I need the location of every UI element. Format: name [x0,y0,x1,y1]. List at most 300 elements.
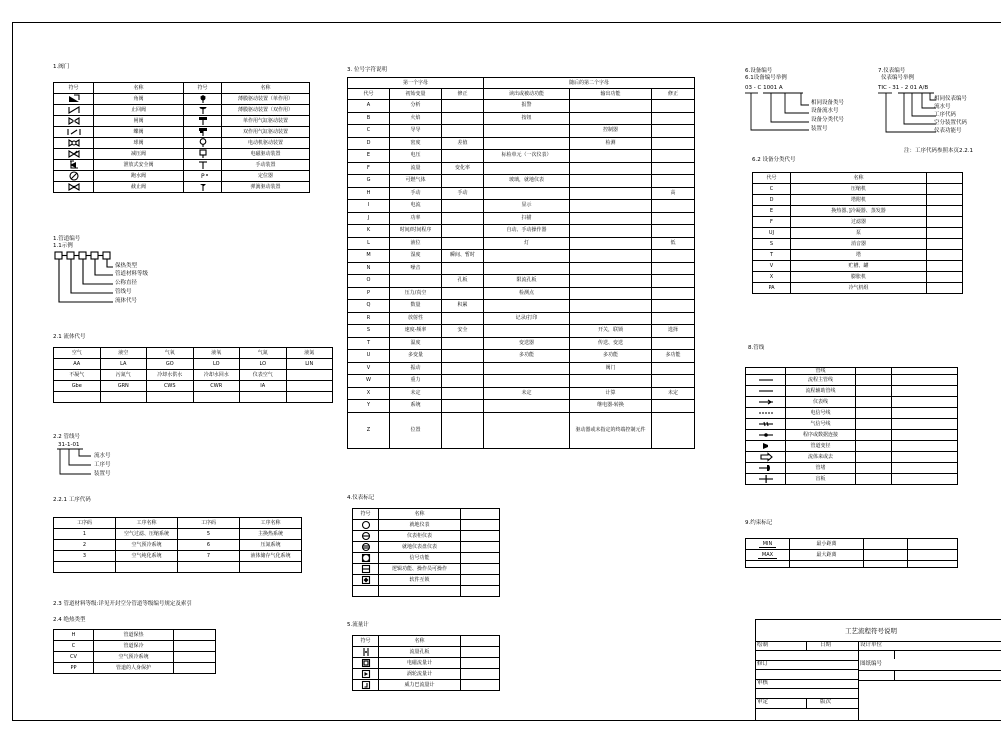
line-type-blank [856,463,892,474]
letter-cell: 开关，联锁 [570,325,652,338]
insulation-row [54,630,216,641]
letter-cell: R [348,312,390,325]
letter-cell [484,362,570,375]
letter-cell: 未定 [390,387,442,400]
process-row-cell [54,562,116,573]
flowmeter-row [353,669,500,680]
process-row-cell: 主换热系统 [240,529,302,540]
flowmeter-row [353,647,500,658]
letter-cell: 控制器 [570,125,652,138]
equipment-class-blank [927,206,963,217]
insulation-row-cell [174,652,216,663]
fluid-row-cell: CWS [147,381,194,392]
limit-row [746,539,958,550]
line-type-blank [856,441,892,452]
equipment-class-header: 代号 [753,173,791,184]
fluid-row-cell [286,370,333,381]
instr-label-same: 相同仪表编号 [934,96,968,102]
letter-cell [652,162,695,175]
letter-cell: 位置 [390,412,442,448]
title-block-title: 工艺流程符号说明 [845,627,897,635]
actuator-name: 电磁驱动装置 [222,149,310,160]
letter-cell: 低 [652,237,695,250]
actuator-name: 弹簧驱动装置 [222,182,310,193]
letter-header: 修正 [442,89,484,100]
pipe-label-insulation: 保热类型 [115,263,138,269]
line-type-name: 流程主管线 [786,375,856,386]
letter-cell: T [348,337,390,350]
letter-cell: 瞬间、暂时 [442,250,484,263]
equipment-class-blank [927,261,963,272]
instrument-row-blank [461,553,500,564]
letter-cell [484,162,570,175]
letter-cell [484,412,570,448]
fluid-row-cell: 气氧 [147,348,194,359]
letter-row [348,112,695,125]
letter-cell: 未定 [484,387,570,400]
line-type-name: 电信号线 [786,408,856,419]
instr-label-serial: 流水号 [934,104,951,110]
limit-blank [746,561,790,568]
flowmeter-row [353,680,500,691]
insulation-row-cell: 管道保热 [94,630,174,641]
letter-cell: 系统 [390,400,442,413]
letter-cell: 放射性 [390,312,442,325]
actuator-name: 定位器 [222,171,310,182]
letter-cell [442,362,484,375]
letter-cell: N [348,262,390,275]
letter-cell: 计算 [570,387,652,400]
equipment-class-code: F [753,217,791,228]
letter-cell: 流量 [390,162,442,175]
line-type-row [746,386,958,397]
letter-cell: H [348,187,390,200]
equipment-class-blank [927,283,963,294]
equipment-class-code: X [753,272,791,283]
fluid-row-cell [147,392,194,403]
letter-cell [570,162,652,175]
letter-cell: 多功能 [484,350,570,363]
line-type-blank [892,386,958,397]
process-row-cell: 工序名称 [116,518,178,529]
letter-cell [442,262,484,275]
equip-label-same: 相同设备类号 [811,100,845,106]
letter-cell: 积累 [442,300,484,313]
actuator-name: 手动装置 [222,160,310,171]
letter-cell [652,175,695,188]
line-type-row [746,408,958,419]
process-row-cell: 工序名称 [240,518,302,529]
insulation-row-cell [174,630,216,641]
line-number-title: 2.2 管线号 [53,434,80,440]
letter-cell [484,137,570,150]
letter-cell: 按钮 [484,112,570,125]
line-type-blank [856,430,892,441]
insulation-row [54,663,216,674]
process-row-cell: 压氮系统 [240,540,302,551]
letter-group-first: 第一个字母 [348,78,484,89]
equipment-class-row [753,195,963,206]
equipment-class-row [753,228,963,239]
process-row [54,551,302,562]
line-type-row [746,375,958,386]
pipe-label-diameter: 公称直径 [115,280,138,286]
letter-cell: 自动、手动操作器 [484,225,570,238]
process-row-cell: 6 [178,540,240,551]
process-row [54,540,302,551]
fluid-row-cell [286,392,333,403]
letter-cell [484,125,570,138]
letter-cell [652,225,695,238]
letter-cell: 振动 [390,362,442,375]
gate-valve-icon [66,116,82,126]
instrument-row [353,520,500,531]
letter-cell [484,325,570,338]
letter-row [348,275,695,288]
letter-cell: 玻璃，就地仪表 [484,175,570,188]
letter-cell: 差值 [442,137,484,150]
lines-title: 8.管线 [748,345,765,351]
line-type-row [746,452,958,463]
letter-header: 读出或被动功能 [484,89,570,100]
valve-row [54,182,310,193]
line-label-process: 工序号 [94,462,111,468]
process-codes-title: 2.2.1 工序代码 [53,497,91,503]
valve-row [54,138,310,149]
letter-cell [570,175,652,188]
fluid-row-cell [54,392,101,403]
letter-row [348,262,695,275]
equipment-class-name: 膨胀机 [791,272,927,283]
letter-cell: 手动 [442,187,484,200]
letter-row [348,337,695,350]
letter-cell [570,100,652,113]
letter-header: 代号 [348,89,390,100]
letter-cell: U [348,350,390,363]
letter-cell [570,287,652,300]
letter-cell [652,150,695,163]
letter-cell: 液位 [390,237,442,250]
letter-row [348,362,695,375]
vortex-flowmeter-icon [358,680,374,690]
pipe-cap-icon [758,463,774,473]
letter-cell: F [348,162,390,175]
letter-cell: S [348,325,390,338]
letter-cell: A [348,100,390,113]
line-type-blank [856,419,892,430]
line-type-name: 仪表线 [786,397,856,408]
actuator-name: 电动机驱动装置 [222,138,310,149]
equipment-class-name: 冷气机组 [791,283,927,294]
pipe-label-fluid: 流体代号 [115,298,138,304]
letter-cell: V [348,362,390,375]
instrument-number-title: 7.仪表编号 [878,68,906,74]
limit-blank [908,539,958,550]
instrument-number-diagram [878,92,938,144]
safety-valve-icon [66,160,82,170]
letter-cell [442,312,484,325]
equipment-class-code: D [753,195,791,206]
fluid-row-cell: Gbe [54,381,101,392]
fluid-row-cell [240,392,287,403]
actuator-name: 薄膜驱动装置（单作用） [222,94,310,105]
valves-table [53,82,310,193]
equip-label-class: 设备分类代号 [811,117,845,123]
actuator-name: 单作用气缸驱动装置 [222,116,310,127]
process-row-cell [178,562,240,573]
letter-row [348,212,695,225]
letter-row [348,125,695,138]
letter-cell: O [348,275,390,288]
logic-function-icon [358,564,374,574]
letter-cell [570,300,652,313]
letter-cell: J [348,212,390,225]
line-label-serial: 流水号 [94,453,111,459]
letter-cell [652,412,695,448]
fluid-row-cell [286,381,333,392]
letter-cell: 电流 [390,200,442,213]
letter-cell: 速度-频率 [390,325,442,338]
turbine-flowmeter-icon [358,669,374,679]
process-row-cell: 2 [54,540,116,551]
instrument-row-name: 仪表柜仪表 [379,531,461,542]
fluid-row-cell: LO [193,359,240,370]
fluid-row-cell: 污氮气 [100,370,147,381]
letter-row [348,325,695,338]
insulation-title: 2.4 绝热类型 [53,617,86,623]
butterfly-valve-icon [66,127,82,137]
letter-cell [652,337,695,350]
letter-cell: 可燃气体 [390,175,442,188]
instrument-number-note: 注：工序代码参照本页2.2.1 [904,148,973,154]
letter-cell [652,262,695,275]
letter-row [348,100,695,113]
fluid-row [54,381,333,392]
local-panel-instrument-icon [358,542,374,552]
instr-label-asu: 空分装置代码 [934,120,968,126]
instr-label-function: 仪表功能号 [934,128,962,134]
instrument-row [353,531,500,542]
letter-cell: 噪音 [390,262,442,275]
svg-text:P: P [200,173,205,180]
flowmeter-row-blank [461,669,500,680]
letter-cell: X [348,387,390,400]
line-type-name: 气信号线 [786,419,856,430]
fluid-codes-table [53,347,333,403]
flowmeter-row-blank [461,647,500,658]
letter-header: 输出功能 [570,89,652,100]
pneumatic-signal-line-icon [758,419,774,429]
software-link-line-icon [758,430,774,440]
limit-blank [864,561,908,568]
equip-label-serial: 设备流水号 [811,108,839,114]
process-row-cell: 空气纯化系统 [116,551,178,562]
equipment-class-blank [927,250,963,261]
instrument-marks-table [352,508,500,597]
letter-cell: 扫描 [484,212,570,225]
line-type-name: 管道变径 [786,441,856,452]
electrical-signal-line-icon [758,408,774,418]
equipment-class-blank [927,184,963,195]
letter-row [348,162,695,175]
equipment-class-code: S [753,239,791,250]
insulation-row-cell: 空气预冷系统 [94,652,174,663]
insulation-row-cell: H [54,630,94,641]
process-row-cell: 3 [54,551,116,562]
letter-cell: C [348,125,390,138]
letter-cell [652,362,695,375]
instrument-row-name: 软件互锁 [379,575,461,586]
valve-name: 减压阀 [94,149,184,160]
tb-label-designer: 设计单位 [860,642,883,648]
instrument-row-blank [461,531,500,542]
valve-name: 蝶阀 [94,127,184,138]
letter-cell: 温度 [390,337,442,350]
instrument-marks-title: 4.仪表标记 [347,495,375,501]
valves-header-name: 名称 [94,83,184,94]
equipment-class-blank [927,228,963,239]
process-row-cell: 工序码 [54,518,116,529]
fluid-row-cell: LA [100,359,147,370]
process-row-cell: 液体储存气化系统 [240,551,302,562]
valves-title: 1.阀门 [53,64,70,70]
panel-instrument-icon [358,531,374,541]
letter-row [348,412,695,448]
line-type-blank [856,452,892,463]
tb-label-revised: 修订 [757,661,769,667]
letter-cell: 湿度 [390,250,442,263]
software-interlock-icon [358,575,374,585]
letter-cell [390,275,442,288]
equipment-class-name: 压缩机 [791,184,927,195]
letter-cell: 重力 [390,375,442,388]
magnetic-flowmeter-icon [358,658,374,668]
limit-code: MAX [758,552,777,559]
letter-cell [652,137,695,150]
diaphragm-double-icon [195,105,211,115]
line-label-unit: 装置号 [94,471,111,477]
fluid-row-cell: 冷却水回水 [193,370,240,381]
process-row-cell: 1 [54,529,116,540]
letter-cell: W [348,375,390,388]
globe-valve-icon [66,182,82,192]
fluid-row [54,370,333,381]
equipment-class-row [753,283,963,294]
letter-cell: 孔板 [442,275,484,288]
valve-name: 截止阀 [94,182,184,193]
tb-label-approved: 审定 [757,699,769,705]
equipment-class-header: 名称 [791,173,927,184]
check-valve-icon [66,105,82,115]
equipment-class-code: V [753,261,791,272]
line-type-name: 程序或数据连接 [786,430,856,441]
equipment-class-title: 6.2 设备分类代号 [752,157,796,163]
lines-table [745,367,958,485]
letter-cell [484,187,570,200]
fluid-row-cell: LIN [286,359,333,370]
letter-cell: 标检单元（一次仪表） [484,150,570,163]
fluid-row-cell: 液氧 [193,348,240,359]
letter-cell [442,387,484,400]
letter-cell: 火焰 [390,112,442,125]
line-type-blank [892,375,958,386]
insulation-row-cell: PP [54,663,94,674]
fluid-codes-title: 2.1 流体代号 [53,334,86,340]
letter-cell [570,212,652,225]
letter-cell: 密度 [390,137,442,150]
instrument-number-example: 仪表编号举例 [881,75,915,81]
letter-codes-table [347,77,695,449]
flowmeter-row-header: 符号 [353,636,379,647]
letter-cell [442,287,484,300]
valve-name: 球阀 [94,138,184,149]
letter-cell: 时间/时间程序 [390,225,442,238]
letter-cell [570,200,652,213]
equipment-number-code: 03 - C 1001 A [745,85,783,91]
letter-cell: 电压 [390,150,442,163]
fluid-row-cell: 不凝气 [54,370,101,381]
letter-cell [652,400,695,413]
solenoid-actuator-icon [195,149,211,159]
pipe-number-example: 1.1示例 [53,243,73,249]
letter-cell [442,412,484,448]
valves-header-symbol-2: 符号 [184,83,222,94]
letter-row [348,400,695,413]
letter-row [348,300,695,313]
letter-cell [652,250,695,263]
fluid-row-cell: AA [54,359,101,370]
process-row-cell: 7 [178,551,240,562]
lines-header: 管线 [786,368,856,375]
fluid-row-cell [193,392,240,403]
line-type-name: 盲板 [786,474,856,485]
letter-row [348,137,695,150]
letter-cell [442,112,484,125]
fluid-row [54,392,333,403]
letter-cell: 导导 [390,125,442,138]
letter-cell: D [348,137,390,150]
line-type-blank [856,474,892,485]
letter-row [348,387,695,400]
instrument-row-blank [353,586,379,597]
equipment-class-blank [927,272,963,283]
instrument-row-header-blank [461,509,500,520]
letter-cell: E [348,150,390,163]
letter-cell [652,100,695,113]
fluid-row-cell: 冷却水供水 [147,370,194,381]
fluid-row [54,348,333,359]
valve-row [54,127,310,138]
equipment-class-code: E [753,206,791,217]
letter-row [348,250,695,263]
fluid-row-cell: 空气 [54,348,101,359]
letter-cell [652,200,695,213]
fluid-row-cell: 气氮 [240,348,287,359]
letter-row [348,350,695,363]
letter-codes-title: 3. 位号字符说明 [347,67,387,73]
letter-cell: 报警 [484,100,570,113]
line-type-row [746,397,958,408]
instrument-line-icon [758,397,774,407]
letter-cell [652,375,695,388]
equipment-class-row [753,250,963,261]
line-type-row [746,419,958,430]
material-grade-note: 2.3 管道材料等级:详见开封空分管道等级编号规定及索引 [53,601,192,607]
equipment-class-row [753,239,963,250]
letter-group-second: 随后的第二个字母 [484,78,695,89]
letter-cell [570,150,652,163]
process-row [54,562,302,573]
